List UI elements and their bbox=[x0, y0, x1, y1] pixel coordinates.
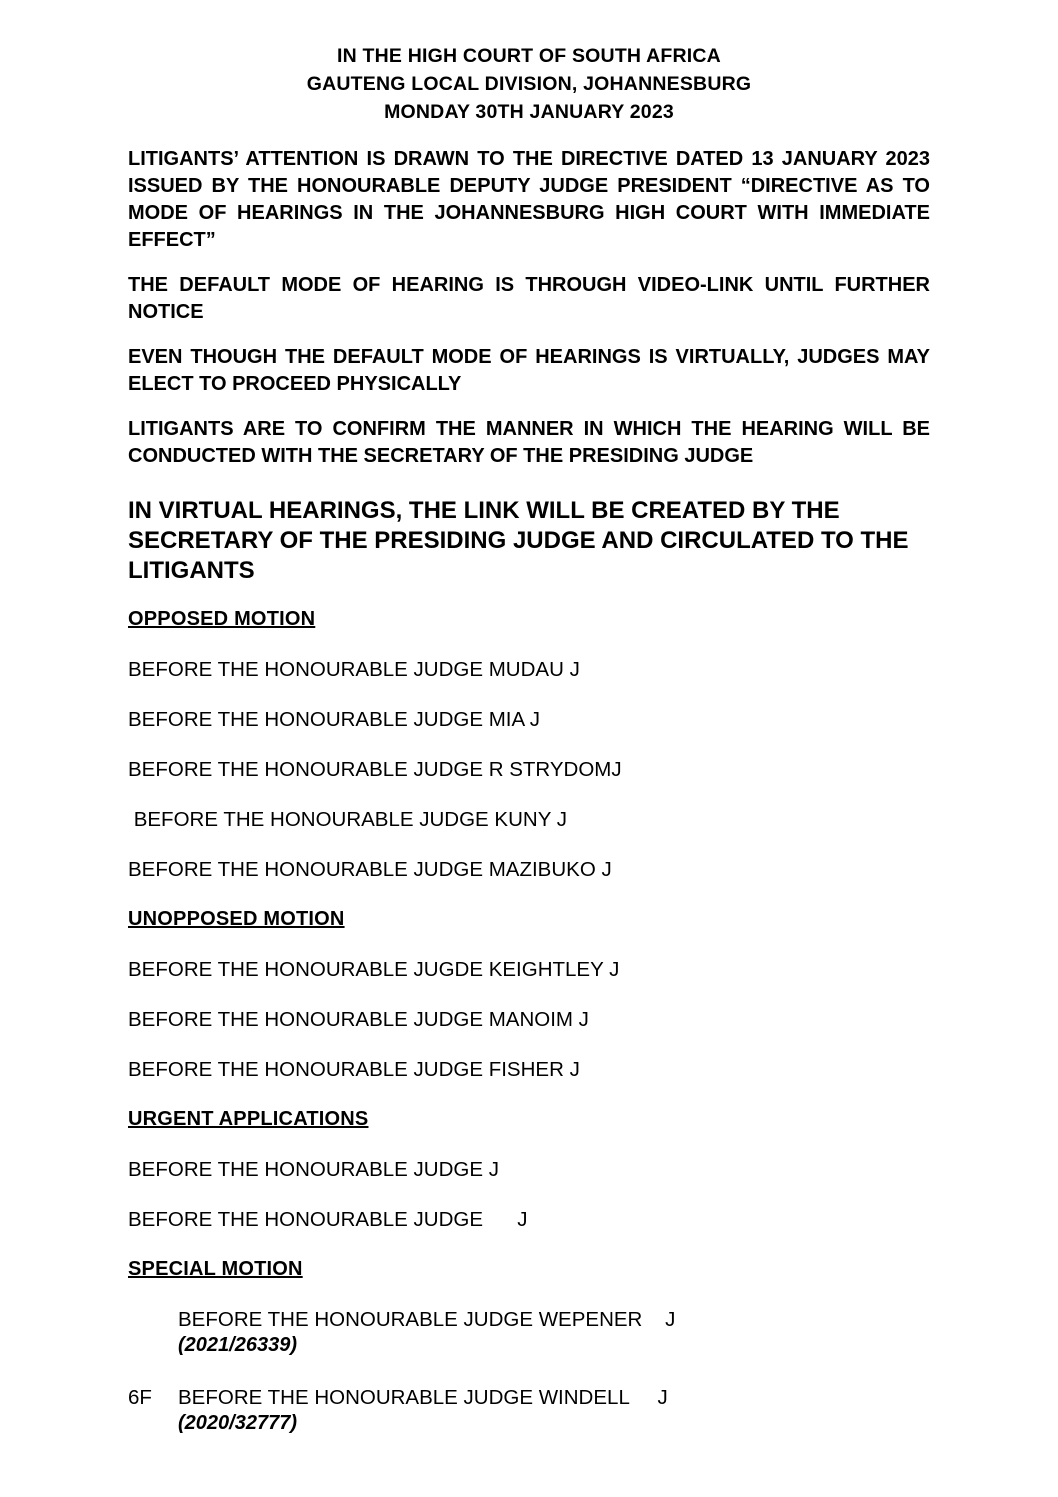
default-mode-notice: THE DEFAULT MODE OF HEARING IS THROUGH VIDEO-LINK UNTIL FURTHER NOTICE bbox=[128, 274, 930, 323]
section-opposed-motion bbox=[128, 606, 930, 883]
hearing-entry: BEFORE THE HONOURABLE JUDGE MUDAU J bbox=[128, 658, 580, 681]
hearing-entry: BEFORE THE HONOURABLE JUDGE WEPENER J bbox=[178, 1308, 676, 1331]
special-hearing-entry bbox=[128, 1306, 930, 1358]
section-special-motion bbox=[128, 1256, 930, 1436]
hearing-entry: BEFORE THE HONOURABLE JUDGE J bbox=[128, 1158, 499, 1181]
confirm-manner-notice: LITIGANTS ARE TO CONFIRM THE MANNER IN WHICH THE HEARING WILL BE CONDUCTED WITH THE SECRETARY OF THE PRESIDING JUDGE bbox=[128, 418, 930, 467]
hearing-entry: BEFORE THE HONOURABLE JUDGE R STRYDOMJ bbox=[128, 758, 622, 781]
section-heading-special-motion: SPECIAL MOTION bbox=[128, 1258, 303, 1280]
section-unopposed-motion bbox=[128, 906, 930, 1083]
hearing-entry: BEFORE THE HONOURABLE JUDGE MIA J bbox=[128, 708, 540, 731]
virtual-link-notice: IN VIRTUAL HEARINGS, THE LINK WILL BE CREATED BY THE SECRETARY OF THE PRESIDING JUDGE AND CIRCULATED TO THE LITIGANTS bbox=[128, 497, 909, 584]
hearing-entry: BEFORE THE HONOURABLE JUDGE MANOIM J bbox=[128, 1008, 589, 1031]
case-number: (2020/32777) bbox=[178, 1412, 297, 1434]
section-heading-urgent-applications: URGENT APPLICATIONS bbox=[128, 1108, 369, 1130]
case-number: (2021/26339) bbox=[178, 1334, 297, 1356]
judges-elect-notice: EVEN THOUGH THE DEFAULT MODE OF HEARINGS IS VIRTUALLY, JUDGES MAY ELECT TO PROCEED PHYSICALLY bbox=[128, 346, 930, 395]
directive-attention-notice: LITIGANTS’ ATTENTION IS DRAWN TO THE DIRECTIVE DATED 13 JANUARY 2023 ISSUED BY THE HONOURABLE DEPUTY JUDGE PRESIDENT “DIRECTIVE AS TO MODE OF HEARINGS IN THE JOHANNESBURG HIGH COURT WITH IMMEDIATE EFFECT” bbox=[128, 148, 930, 251]
special-hearing-entry bbox=[128, 1384, 930, 1436]
roll-date: MONDAY 30TH JANUARY 2023 bbox=[384, 101, 674, 123]
hearing-entry: BEFORE THE HONOURABLE JUDGE MAZIBUKO J bbox=[128, 858, 612, 881]
hearing-entry: BEFORE THE HONOURABLE JUDGE WINDELL J bbox=[178, 1386, 668, 1409]
special-entry-body bbox=[178, 1384, 930, 1436]
division-name: GAUTENG LOCAL DIVISION, JOHANNESBURG bbox=[306, 73, 752, 95]
section-heading-opposed-motion: OPPOSED MOTION bbox=[128, 608, 316, 630]
special-entry-body bbox=[178, 1306, 930, 1358]
hearing-entry: BEFORE THE HONOURABLE JUDGE KUNY J bbox=[128, 808, 567, 831]
section-urgent-applications bbox=[128, 1106, 930, 1233]
document-header bbox=[128, 42, 930, 126]
hearing-entry: BEFORE THE HONOURABLE JUGDE KEIGHTLEY J bbox=[128, 958, 620, 981]
hearing-entry: BEFORE THE HONOURABLE JUDGE J bbox=[128, 1208, 528, 1231]
section-heading-unopposed-motion: UNOPPOSED MOTION bbox=[128, 908, 345, 930]
court-room-prefix: 6F bbox=[128, 1386, 152, 1409]
hearing-entry: BEFORE THE HONOURABLE JUDGE FISHER J bbox=[128, 1058, 580, 1081]
court-name: IN THE HIGH COURT OF SOUTH AFRICA bbox=[337, 45, 721, 67]
